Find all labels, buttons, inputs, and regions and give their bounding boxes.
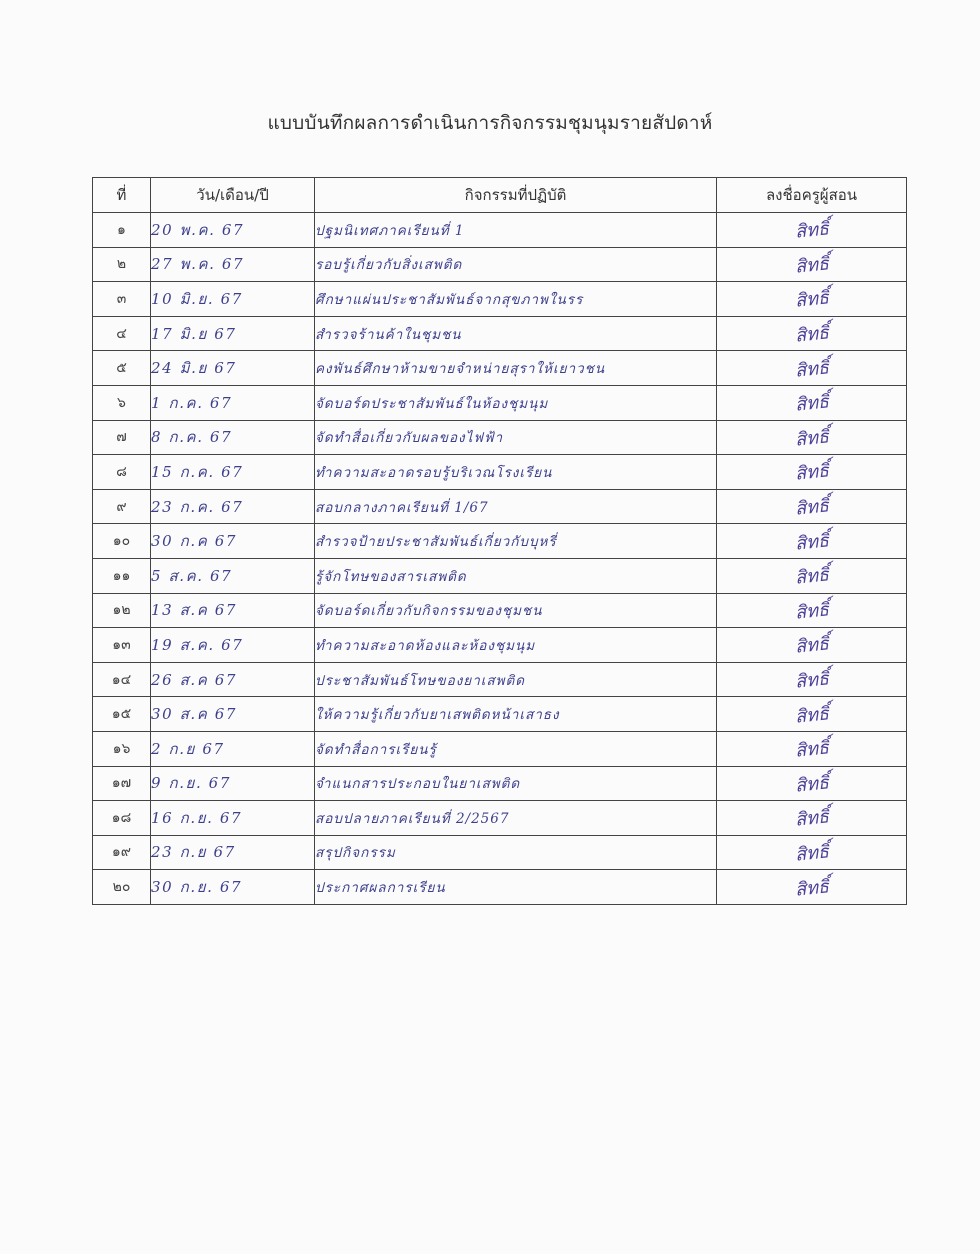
row-number: ๑๖ <box>93 731 151 766</box>
row-activity: จัดทำสื่อการเรียนรู้ <box>315 731 717 766</box>
table-row <box>93 351 907 386</box>
table-row <box>93 316 907 351</box>
row-signature-cell <box>717 213 907 248</box>
row-number: ๖ <box>93 385 151 420</box>
header-no: ที่ <box>93 178 151 213</box>
row-number: ๒๐ <box>93 870 151 905</box>
teacher-signature: สิทธิ์ <box>793 633 830 659</box>
teacher-signature: สิทธิ์ <box>793 253 830 278</box>
row-date: 10 มิ.ย. 67 <box>151 282 315 317</box>
row-number: ๑๗ <box>93 766 151 801</box>
teacher-signature: สิทธิ์ <box>793 460 830 486</box>
row-signature-cell <box>717 593 907 628</box>
row-activity: สำรวจป้ายประชาสัมพันธ์เกี่ยวกับบุหรี่ <box>315 524 717 559</box>
teacher-signature: สิทธิ์ <box>793 495 830 520</box>
row-signature-cell <box>717 524 907 559</box>
row-activity: ประชาสัมพันธ์โทษของยาเสพติด <box>315 662 717 697</box>
teacher-signature: สิทธิ์ <box>793 841 830 866</box>
row-date: 30 ส.ค 67 <box>151 697 315 732</box>
header-date: วัน/เดือน/ปี <box>151 178 315 213</box>
row-signature-cell <box>717 351 907 386</box>
table-row <box>93 801 907 836</box>
teacher-signature: สิทธิ์ <box>793 356 830 382</box>
table-row <box>93 766 907 801</box>
row-number: ๙ <box>93 489 151 524</box>
row-number: ๘ <box>93 455 151 490</box>
table-row <box>93 524 907 559</box>
row-signature-cell <box>717 628 907 663</box>
row-signature-cell <box>717 801 907 836</box>
row-number: ๑๕ <box>93 697 151 732</box>
row-date: 26 ส.ค 67 <box>151 662 315 697</box>
row-signature-cell <box>717 247 907 282</box>
teacher-signature: สิทธิ์ <box>793 391 830 416</box>
row-date: 24 มิ.ย 67 <box>151 351 315 386</box>
row-date: 23 ก.ย 67 <box>151 835 315 870</box>
row-date: 19 ส.ค. 67 <box>151 628 315 663</box>
teacher-signature: สิทธิ์ <box>793 529 830 555</box>
row-number: ๑๘ <box>93 801 151 836</box>
row-date: 13 ส.ค 67 <box>151 593 315 628</box>
table-row <box>93 731 907 766</box>
table-row <box>93 282 907 317</box>
row-signature-cell <box>717 870 907 905</box>
row-activity: ศึกษาแผ่นประชาสัมพันธ์จากสุขภาพในรร <box>315 282 717 317</box>
row-activity: จำแนกสารประกอบในยาเสพติด <box>315 766 717 801</box>
teacher-signature: สิทธิ์ <box>793 772 830 797</box>
teacher-signature: สิทธิ์ <box>793 287 830 313</box>
row-number: ๑ <box>93 213 151 248</box>
row-number: ๗ <box>93 420 151 455</box>
row-activity: ให้ความรู้เกี่ยวกับยาเสพติดหน้าเสาธง <box>315 697 717 732</box>
row-number: ๔ <box>93 316 151 351</box>
table-row <box>93 455 907 490</box>
table-row <box>93 697 907 732</box>
row-activity: ทำความสะอาดรอบรู้บริเวณโรงเรียน <box>315 455 717 490</box>
table-row <box>93 835 907 870</box>
row-number: ๑๐ <box>93 524 151 559</box>
row-signature-cell <box>717 558 907 593</box>
teacher-signature: สิทธิ์ <box>793 564 830 589</box>
row-date: 27 พ.ค. 67 <box>151 247 315 282</box>
row-date: 2 ก.ย 67 <box>151 731 315 766</box>
table-row <box>93 593 907 628</box>
teacher-signature: สิทธิ์ <box>793 702 830 728</box>
row-signature-cell <box>717 316 907 351</box>
row-signature-cell <box>717 489 907 524</box>
row-signature-cell <box>717 455 907 490</box>
row-number: ๕ <box>93 351 151 386</box>
row-number: ๓ <box>93 282 151 317</box>
row-activity: สำรวจร้านค้าในชุมชน <box>315 316 717 351</box>
row-activity: รอบรู้เกี่ยวกับสิ่งเสพติด <box>315 247 717 282</box>
header-activity: กิจกรรมที่ปฏิบัติ <box>315 178 717 213</box>
row-date: 15 ก.ค. 67 <box>151 455 315 490</box>
row-number: ๑๒ <box>93 593 151 628</box>
row-date: 5 ส.ค. 67 <box>151 558 315 593</box>
row-number: ๑๙ <box>93 835 151 870</box>
row-signature-cell <box>717 766 907 801</box>
row-number: ๑๑ <box>93 558 151 593</box>
row-signature-cell <box>717 385 907 420</box>
table-header-row <box>93 178 907 213</box>
row-activity: รู้จักโทษของสารเสพติด <box>315 558 717 593</box>
row-signature-cell <box>717 835 907 870</box>
teacher-signature: สิทธิ์ <box>793 875 830 901</box>
teacher-signature: สิทธิ์ <box>793 806 830 832</box>
table-row <box>93 662 907 697</box>
teacher-signature: สิทธิ์ <box>793 737 830 762</box>
row-number: ๑๓ <box>93 628 151 663</box>
row-date: 16 ก.ย. 67 <box>151 801 315 836</box>
table-row <box>93 213 907 248</box>
table-row <box>93 870 907 905</box>
row-activity: ประกาศผลการเรียน <box>315 870 717 905</box>
teacher-signature: สิทธิ์ <box>793 668 830 693</box>
row-activity: จัดบอร์ดเกี่ยวกับกิจกรรมของชุมชน <box>315 593 717 628</box>
teacher-signature: สิทธิ์ <box>793 599 830 624</box>
row-number: ๑๔ <box>93 662 151 697</box>
table-row <box>93 628 907 663</box>
teacher-signature: สิทธิ์ <box>793 322 830 347</box>
row-date: 23 ก.ค. 67 <box>151 489 315 524</box>
row-signature-cell <box>717 282 907 317</box>
row-activity: ทำความสะอาดห้องและห้องชุมนุม <box>315 628 717 663</box>
activity-log-table <box>92 177 907 905</box>
row-date: 1 ก.ค. 67 <box>151 385 315 420</box>
row-activity: จัดทำสื่อเกี่ยวกับผลของไฟฟ้า <box>315 420 717 455</box>
row-activity: จัดบอร์ดประชาสัมพันธ์ในห้องชุมนุม <box>315 385 717 420</box>
page-title: แบบบันทึกผลการดำเนินการกิจกรรมชุมนุมรายสัปดาห์ <box>267 112 713 134</box>
table-row <box>93 385 907 420</box>
row-signature-cell <box>717 662 907 697</box>
teacher-signature: สิทธิ์ <box>793 218 830 244</box>
teacher-signature: สิทธิ์ <box>793 426 830 451</box>
row-activity: ปฐมนิเทศภาคเรียนที่ 1 <box>315 213 717 248</box>
row-signature-cell <box>717 420 907 455</box>
table-row <box>93 489 907 524</box>
row-activity: คงพันธ์ศึกษาห้ามขายจำหน่ายสุราให้เยาวชน <box>315 351 717 386</box>
table-row <box>93 247 907 282</box>
row-number: ๒ <box>93 247 151 282</box>
header-signature: ลงชื่อครูผู้สอน <box>717 178 907 213</box>
row-activity: สอบปลายภาคเรียนที่ 2/2567 <box>315 801 717 836</box>
row-activity: สรุปกิจกรรม <box>315 835 717 870</box>
row-date: 30 ก.ค 67 <box>151 524 315 559</box>
row-date: 20 พ.ค. 67 <box>151 213 315 248</box>
row-activity: สอบกลางภาคเรียนที่ 1/67 <box>315 489 717 524</box>
table-row <box>93 420 907 455</box>
row-date: 8 ก.ค. 67 <box>151 420 315 455</box>
row-signature-cell <box>717 731 907 766</box>
row-signature-cell <box>717 697 907 732</box>
row-date: 17 มิ.ย 67 <box>151 316 315 351</box>
row-date: 9 ก.ย. 67 <box>151 766 315 801</box>
row-date: 30 ก.ย. 67 <box>151 870 315 905</box>
table-row <box>93 558 907 593</box>
